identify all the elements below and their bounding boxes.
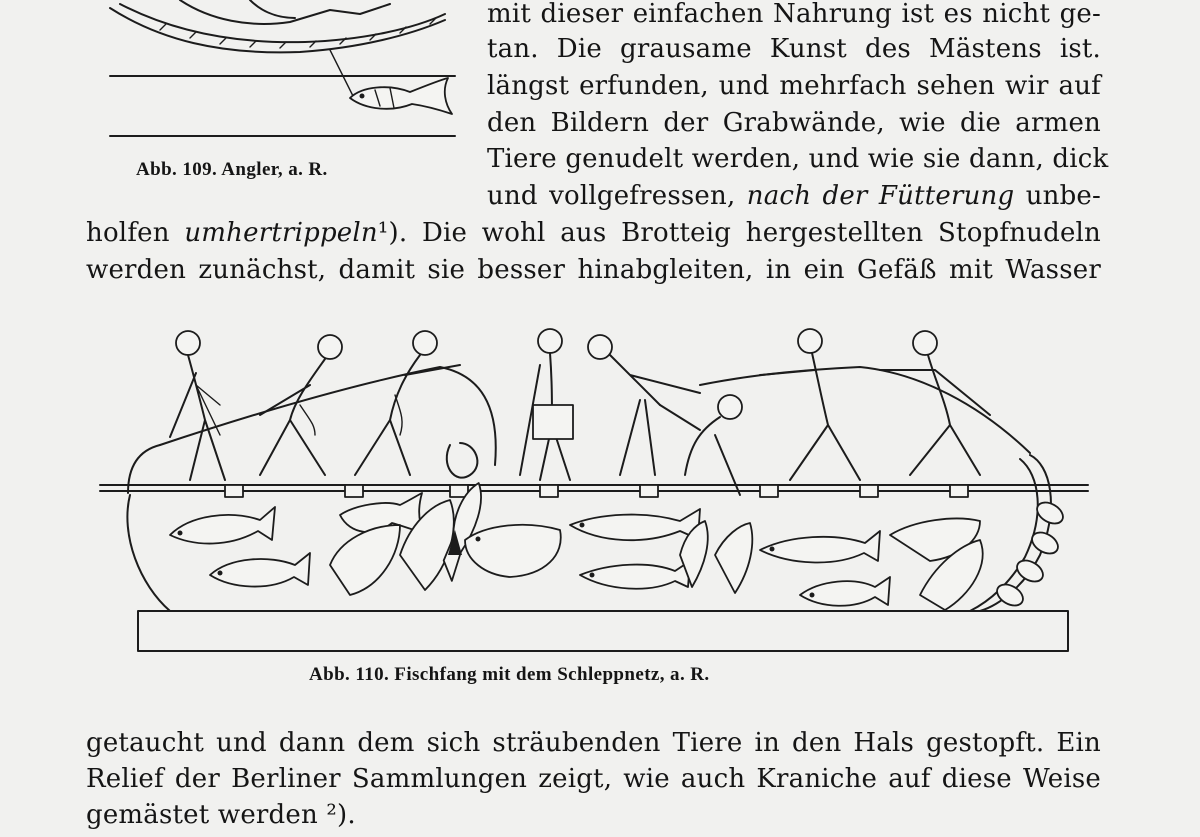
- text-line-1: mit dieser einfachen Nahrung ist es nicht ge-: [487, 0, 1101, 29]
- figure-109-caption: Abb. 109. Angler, a. R.: [136, 159, 328, 180]
- dragnet-fishing-illustration: [100, 325, 1100, 655]
- fisherman-4: [520, 329, 573, 480]
- text-line-10: Relief der Berliner Sammlungen zeigt, wie auch Kraniche auf diese Weise: [86, 764, 1101, 794]
- text-line-7: [86, 215, 1101, 252]
- text-line-3: längst erfunden, und mehrfach sehen wir auf: [487, 71, 1101, 101]
- text-line-2: tan. Die grausame Kunst des Mästens ist.: [487, 34, 1101, 64]
- text-line-7-rest: ¹). Die wohl aus Brotteig hergestellten Stopfnudeln: [377, 218, 1102, 248]
- text-line-6-end: unbe-: [1025, 181, 1101, 211]
- net-weights: [993, 498, 1066, 610]
- text-line-6-start: und vollgefressen,: [487, 181, 736, 211]
- text-line-8: werden zunächst, damit sie besser hinabgleiten, in ein Gefäß mit Wasser: [86, 255, 1101, 285]
- fishermen-group: [170, 329, 990, 495]
- fisherman-7: [760, 329, 860, 480]
- text-line-5: Tiere genudelt werden, und wie sie dann, dick: [487, 144, 1109, 174]
- italic-word-umhertrippeln: umhertrippeln: [184, 218, 378, 248]
- text-line-6: [487, 178, 1101, 215]
- text-line-4: den Bildern der Grabwände, wie die armen: [487, 108, 1101, 138]
- fisherman-5: [588, 335, 700, 475]
- italic-phrase-fuetterung: nach der Fütterung: [746, 181, 1015, 211]
- angler-illustration: [100, 0, 470, 140]
- fisherman-8: [880, 331, 990, 475]
- fisherman-2: [260, 335, 342, 475]
- fisherman-3: [355, 331, 460, 475]
- text-line-7-start: holfen: [86, 218, 170, 248]
- fisherman-6: [660, 395, 742, 495]
- fisherman-1: [170, 331, 225, 480]
- text-line-11: gemästet werden ²).: [86, 800, 356, 830]
- fish-group: [170, 480, 983, 610]
- text-line-9: getaucht und dann dem sich sträubenden Tiere in den Hals gestopft. Ein: [86, 728, 1101, 758]
- figure-110-caption: Abb. 110. Fischfang mit dem Schleppnetz, a. R.: [309, 664, 710, 685]
